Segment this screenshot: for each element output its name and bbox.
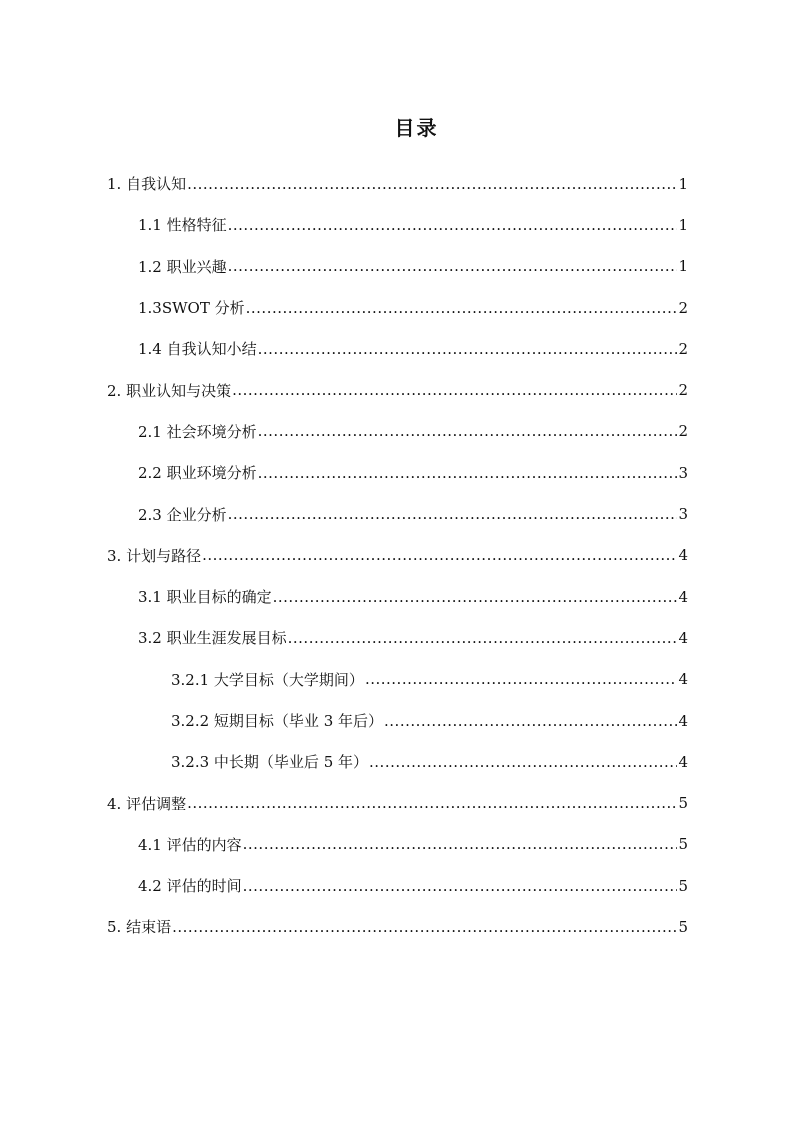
toc-entry[interactable] [0, 287, 793, 328]
toc-entry-label: 2.3 企业分析 [138, 505, 227, 524]
toc-list [0, 163, 793, 948]
toc-entry[interactable] [0, 452, 793, 493]
toc-entry-page-number: 5 [678, 876, 688, 895]
toc-entry-label: 3.1 职业目标的确定 [138, 588, 272, 607]
toc-entry-label: 3.2.2 短期目标（毕业 3 年后） [171, 712, 384, 730]
toc-entry-label: 2.2 职业环境分析 [138, 464, 257, 483]
dot-leader [384, 712, 677, 730]
dot-leader [228, 257, 678, 275]
toc-entry-page-number: 5 [678, 835, 688, 854]
dot-leader [258, 340, 678, 358]
toc-entry[interactable] [0, 328, 793, 369]
toc-entry-label: 4.2 评估的时间 [138, 877, 242, 896]
toc-entry-page-number: 2 [678, 339, 688, 358]
dot-leader [232, 381, 677, 399]
toc-entry-page-number: 1 [678, 174, 688, 193]
toc-entry[interactable] [0, 369, 793, 410]
toc-entry[interactable] [0, 246, 793, 287]
toc-entry-page-number: 2 [678, 381, 688, 400]
toc-entry[interactable] [0, 782, 793, 823]
toc-entry[interactable] [0, 659, 793, 700]
toc-entry-page-number: 4 [678, 711, 688, 730]
toc-entry-page-number: 4 [678, 587, 688, 606]
toc-entry-label: 2. 职业认知与决策 [107, 381, 232, 400]
toc-entry-page-number: 5 [678, 917, 688, 936]
toc-entry-page-number: 1 [678, 215, 688, 234]
dot-leader [273, 588, 678, 606]
toc-entry[interactable] [0, 576, 793, 617]
dot-leader [202, 546, 677, 564]
toc-entry-page-number: 4 [678, 670, 688, 689]
toc-entry[interactable] [0, 493, 793, 534]
toc-entry[interactable] [0, 741, 793, 782]
toc-entry-label: 4.1 评估的内容 [138, 835, 242, 854]
toc-entry-label: 1.1 性格特征 [138, 216, 227, 235]
toc-entry-page-number: 3 [678, 463, 688, 482]
dot-leader [228, 216, 678, 234]
toc-entry-label: 3. 计划与路径 [107, 546, 202, 565]
toc-entry-label: 1.2 职业兴趣 [138, 257, 227, 276]
dot-leader [187, 175, 677, 193]
toc-entry[interactable] [0, 906, 793, 947]
dot-leader [187, 794, 677, 812]
toc-entry[interactable] [0, 824, 793, 865]
toc-entry-label: 4. 评估调整 [107, 794, 187, 813]
toc-entry[interactable] [0, 617, 793, 658]
dot-leader [243, 835, 678, 853]
toc-entry-label: 2.1 社会环境分析 [138, 422, 257, 441]
dot-leader [288, 629, 678, 647]
toc-entry[interactable] [0, 411, 793, 452]
toc-entry-label: 1.4 自我认知小结 [138, 340, 257, 359]
toc-entry-page-number: 4 [678, 752, 688, 771]
toc-entry-page-number: 2 [678, 422, 688, 441]
toc-entry-page-number: 1 [678, 257, 688, 276]
toc-title: 目录 [394, 116, 439, 140]
dot-leader [243, 877, 678, 895]
dot-leader [258, 422, 678, 440]
toc-entry-label: 1. 自我认知 [107, 175, 187, 194]
toc-entry[interactable] [0, 535, 793, 576]
toc-entry[interactable] [0, 700, 793, 741]
toc-entry[interactable] [0, 865, 793, 906]
toc-entry-label: 5. 结束语 [107, 918, 172, 937]
toc-entry-label: 3.2 职业生涯发展目标 [138, 629, 287, 648]
toc-entry[interactable] [0, 204, 793, 245]
toc-entry-page-number: 4 [678, 546, 688, 565]
toc-entry-page-number: 4 [678, 628, 688, 647]
toc-entry-page-number: 3 [678, 505, 688, 524]
dot-leader [246, 299, 678, 317]
toc-entry-page-number: 5 [678, 794, 688, 813]
toc-entry-label: 3.2.3 中长期（毕业后 5 年） [171, 753, 369, 772]
dot-leader [365, 670, 678, 688]
toc-entry-label: 1.3SWOT 分析 [138, 299, 245, 318]
dot-leader [228, 505, 678, 523]
dot-leader [172, 918, 677, 936]
toc-entry[interactable] [0, 163, 793, 204]
dot-leader [258, 464, 678, 482]
toc-entry-page-number: 2 [678, 298, 688, 317]
toc-entry-label: 3.2.1 大学目标（大学期间） [171, 670, 364, 689]
dot-leader [369, 753, 677, 771]
